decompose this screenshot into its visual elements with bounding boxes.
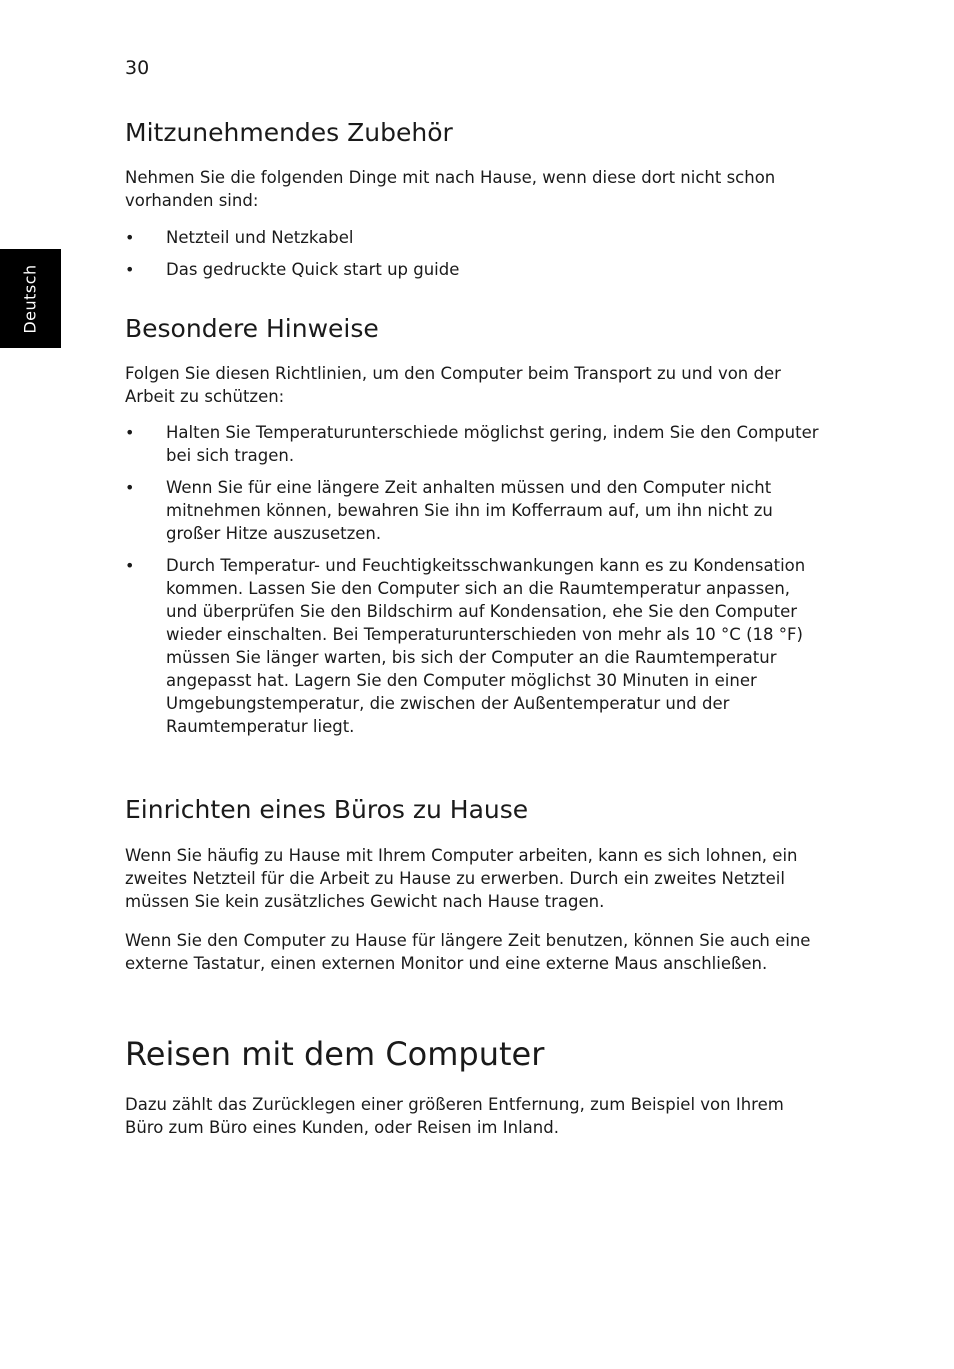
bullet-icon: • bbox=[125, 478, 135, 497]
paragraph: Wenn Sie den Computer zu Hause für längere Zeit benutzen, können Sie auch eine externe Tastatur, einen externen Monitor und eine externe Maus anschließen. bbox=[125, 931, 811, 973]
list-item: • Durch Temperatur- und Feuchtigkeitsschwankungen kann es zu Kondensation kommen. Lassen Sie den Computer sich an die Raumtemperatur anpassen, und überprüfen Sie den Bildschirm auf Kondensation, ehe Sie den Computer wieder einschalten. Bei Temperaturunterschieden von mehr als 10 °C (18 °F) müssen Sie länger warten, bis sich der Computer an die Raumtemperatur angepasst hat. Lagern Sie den Computer möglichst 30 Minuten in einer Umgebungstemperatur, die zwischen der Außentemperatur und der Raumtemperatur liegt. bbox=[125, 556, 806, 736]
chapter-heading-travel: Reisen mit dem Computer bbox=[125, 1035, 545, 1073]
list-item: • Halten Sie Temperaturunterschiede möglichst gering, indem Sie den Computer bei sich tragen. bbox=[125, 423, 819, 465]
bullet-icon: • bbox=[125, 556, 135, 575]
bullet-list-accessories bbox=[125, 226, 825, 290]
language-side-tab bbox=[0, 249, 61, 348]
paragraph: Wenn Sie häufig zu Hause mit Ihrem Computer arbeiten, kann es sich lohnen, ein zweites Netzteil für die Arbeit zu Hause zu erwerben. Durch ein zweites Netzteil müssen Sie kein zusätzliches Gewicht nach Hause tragen. bbox=[125, 846, 798, 911]
paragraph: Dazu zählt das Zurücklegen einer größeren Entfernung, zum Beispiel von Ihrem Büro zum Büro eines Kunden, oder Reisen im Inland. bbox=[125, 1095, 784, 1137]
bullet-list-special-notes bbox=[125, 421, 825, 747]
section-heading-home-office: Einrichten eines Büros zu Hause bbox=[125, 795, 529, 824]
list-item: • Netzteil und Netzkabel bbox=[125, 228, 354, 247]
section-intro-special-notes: Folgen Sie diesen Richtlinien, um den Computer beim Transport zu und von der Arbeit zu schützen: bbox=[125, 364, 781, 406]
list-item: • Das gedruckte Quick start up guide bbox=[125, 260, 460, 279]
section-intro-accessories: Nehmen Sie die folgenden Dinge mit nach Hause, wenn diese dort nicht schon vorhanden sind: bbox=[125, 168, 776, 210]
bullet-icon: • bbox=[125, 228, 135, 247]
bullet-icon: • bbox=[125, 260, 135, 279]
list-item: • Wenn Sie für eine längere Zeit anhalten müssen und den Computer nicht mitnehmen können, bewahren Sie ihn im Kofferraum auf, um ihn nicht zu großer Hitze auszusetzen. bbox=[125, 478, 773, 543]
language-side-tab-label: Deutsch bbox=[20, 264, 40, 334]
page-number: 30 bbox=[125, 57, 150, 79]
section-heading-special-notes: Besondere Hinweise bbox=[125, 314, 379, 343]
section-heading-accessories: Mitzunehmendes Zubehör bbox=[125, 118, 453, 147]
bullet-icon: • bbox=[125, 423, 135, 442]
